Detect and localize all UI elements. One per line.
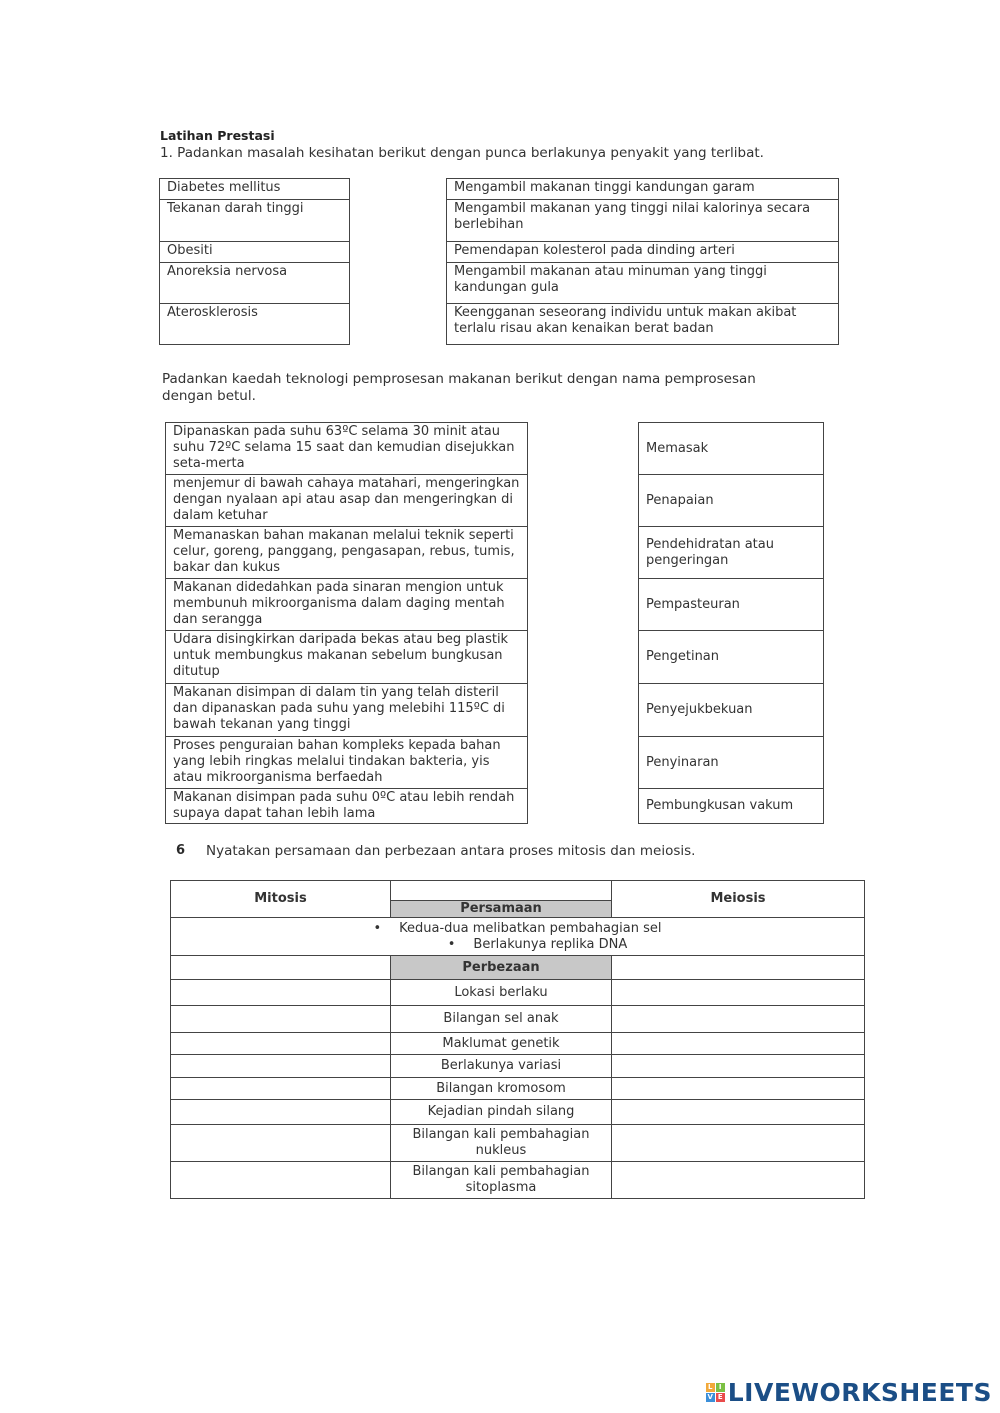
- logo-letter: V: [707, 1393, 713, 1401]
- header-blank-cell: [390, 880, 612, 901]
- logo-mark-icon: [706, 1383, 725, 1402]
- q1-right-item[interactable]: Pemendapan kolesterol pada dinding arteri: [446, 241, 839, 263]
- q2-description-item[interactable]: menjemur di bawah cahaya matahari, mengeringkan dengan nyalaan api atau asap dan mengeringkan di dalam ketuhar: [165, 474, 528, 527]
- q1-left-item[interactable]: Tekanan darah tinggi: [159, 199, 350, 242]
- q1-left-item[interactable]: Aterosklerosis: [159, 303, 350, 345]
- q2-process-name[interactable]: Penyinaran: [638, 736, 824, 789]
- q2-process-name[interactable]: Pendehidratan atau pengeringan: [638, 526, 824, 579]
- meiosis-answer-cell[interactable]: [611, 1099, 865, 1125]
- q2-description-item[interactable]: Udara disingkirkan daripada bekas atau beg plastik untuk membungkus makanan sebelum bungkusan ditutup: [165, 630, 528, 684]
- q1-right-item[interactable]: Mengambil makanan yang tinggi nilai kalorinya secara berlebihan: [446, 199, 839, 242]
- difference-aspect: Bilangan sel anak: [390, 1005, 612, 1033]
- logo-text: LIVEWORKSHEETS: [727, 1378, 992, 1407]
- meiosis-answer-cell[interactable]: [611, 1005, 865, 1033]
- difference-aspect: Bilangan kromosom: [390, 1077, 612, 1100]
- meiosis-answer-cell[interactable]: [611, 1032, 865, 1055]
- difference-aspect: Bilangan kali pembahagian sitoplasma: [390, 1161, 612, 1199]
- q2-description-item[interactable]: Proses penguraian bahan kompleks kepada bahan yang lebih ringkas melalui tindakan bakteria, yis atau mikroorganisma berfaedah: [165, 736, 528, 789]
- q2-description-item[interactable]: Dipanaskan pada suhu 63ºC selama 30 minit atau suhu 72ºC selama 15 saat dan kemudian disejukkan seta-merta: [165, 422, 528, 475]
- mitosis-answer-cell[interactable]: [170, 1099, 391, 1125]
- q1-left-item[interactable]: Anoreksia nervosa: [159, 262, 350, 304]
- logo-letter: E: [716, 1393, 725, 1402]
- mitosis-answer-cell[interactable]: [170, 979, 391, 1006]
- meiosis-answer-cell[interactable]: [611, 1161, 865, 1199]
- difference-aspect: Maklumat genetik: [390, 1032, 612, 1055]
- similarity-text: Berlakunya replika DNA: [473, 936, 628, 952]
- meiosis-answer-cell[interactable]: [611, 1077, 865, 1100]
- q1-right-item[interactable]: Keengganan seseorang individu untuk makan akibat terlalu risau akan kenaikan berat badan: [446, 303, 839, 345]
- mitosis-header: Mitosis: [170, 880, 391, 918]
- mitosis-answer-cell[interactable]: [170, 1032, 391, 1055]
- q1-left-item[interactable]: Diabetes mellitus: [159, 178, 350, 200]
- q1-left-item[interactable]: Obesiti: [159, 241, 350, 263]
- similarity-item: • Berlakunya replika DNA: [447, 936, 628, 952]
- meiosis-blank-cell[interactable]: [611, 955, 865, 980]
- q1-right-item[interactable]: Mengambil makanan atau minuman yang tinggi kandungan gula: [446, 262, 839, 304]
- logo-letter: I: [716, 1383, 725, 1392]
- question-2-prompt: Padankan kaedah teknologi pemprosesan makanan berikut dengan nama pemprosesan dengan betul.: [162, 371, 756, 404]
- similarity-item: • Kedua-dua melibatkan pembahagian sel: [373, 920, 662, 936]
- liveworksheets-logo[interactable]: [706, 1378, 992, 1407]
- question-6-number: 6: [176, 843, 186, 858]
- difference-aspect: Kejadian pindah silang: [390, 1099, 612, 1125]
- mitosis-answer-cell[interactable]: [170, 1161, 391, 1199]
- question-1-prompt: 1. Padankan masalah kesihatan berikut dengan punca berlakunya penyakit yang terlibat.: [160, 145, 764, 161]
- meiosis-answer-cell[interactable]: [611, 979, 865, 1006]
- meiosis-header: Meiosis: [611, 880, 865, 918]
- q2-process-name[interactable]: Pembungkusan vakum: [638, 788, 824, 824]
- q2-process-name[interactable]: Memasak: [638, 422, 824, 475]
- similarity-text: Kedua-dua melibatkan pembahagian sel: [399, 920, 662, 936]
- mitosis-answer-cell[interactable]: [170, 1005, 391, 1033]
- difference-header: Perbezaan: [390, 955, 612, 980]
- logo-letter: L: [706, 1383, 715, 1392]
- q2-process-name[interactable]: Pempasteuran: [638, 578, 824, 631]
- mitosis-answer-cell[interactable]: [170, 1054, 391, 1078]
- q2-description-item[interactable]: Makanan disimpan di dalam tin yang telah disteril dan dipanaskan pada suhu yang melebihi 115ºC di bawah tekanan yang tinggi: [165, 683, 528, 737]
- q2-description-item[interactable]: Makanan didedahkan pada sinaran mengion untuk membunuh mikroorganisma dalam daging mentah dan serangga: [165, 578, 528, 631]
- meiosis-answer-cell[interactable]: [611, 1124, 865, 1162]
- meiosis-answer-cell[interactable]: [611, 1054, 865, 1078]
- difference-aspect: Berlakunya variasi: [390, 1054, 612, 1078]
- similarities-cell: [170, 917, 865, 956]
- q2-description-item[interactable]: Memanaskan bahan makanan melalui teknik seperti celur, goreng, panggang, pengasapan, rebus, tumis, bakar dan kukus: [165, 526, 528, 579]
- q1-right-item[interactable]: Mengambil makanan tinggi kandungan garam: [446, 178, 839, 200]
- question-6-prompt: Nyatakan persamaan dan perbezaan antara proses mitosis dan meiosis.: [206, 843, 696, 859]
- difference-aspect: Bilangan kali pembahagian nukleus: [390, 1124, 612, 1162]
- mitosis-answer-cell[interactable]: [170, 1077, 391, 1100]
- q2-process-name[interactable]: Pengetinan: [638, 630, 824, 684]
- difference-aspect: Lokasi berlaku: [390, 979, 612, 1006]
- page-title: Latihan Prestasi: [160, 128, 275, 143]
- mitosis-answer-cell[interactable]: [170, 1124, 391, 1162]
- q2-process-name[interactable]: Penyejukbekuan: [638, 683, 824, 737]
- q2-description-item[interactable]: Makanan disimpan pada suhu 0ºC atau lebih rendah supaya dapat tahan lebih lama: [165, 788, 528, 824]
- q2-process-name[interactable]: Penapaian: [638, 474, 824, 527]
- similarity-header: Persamaan: [390, 900, 612, 918]
- mitosis-blank-cell[interactable]: [170, 955, 391, 980]
